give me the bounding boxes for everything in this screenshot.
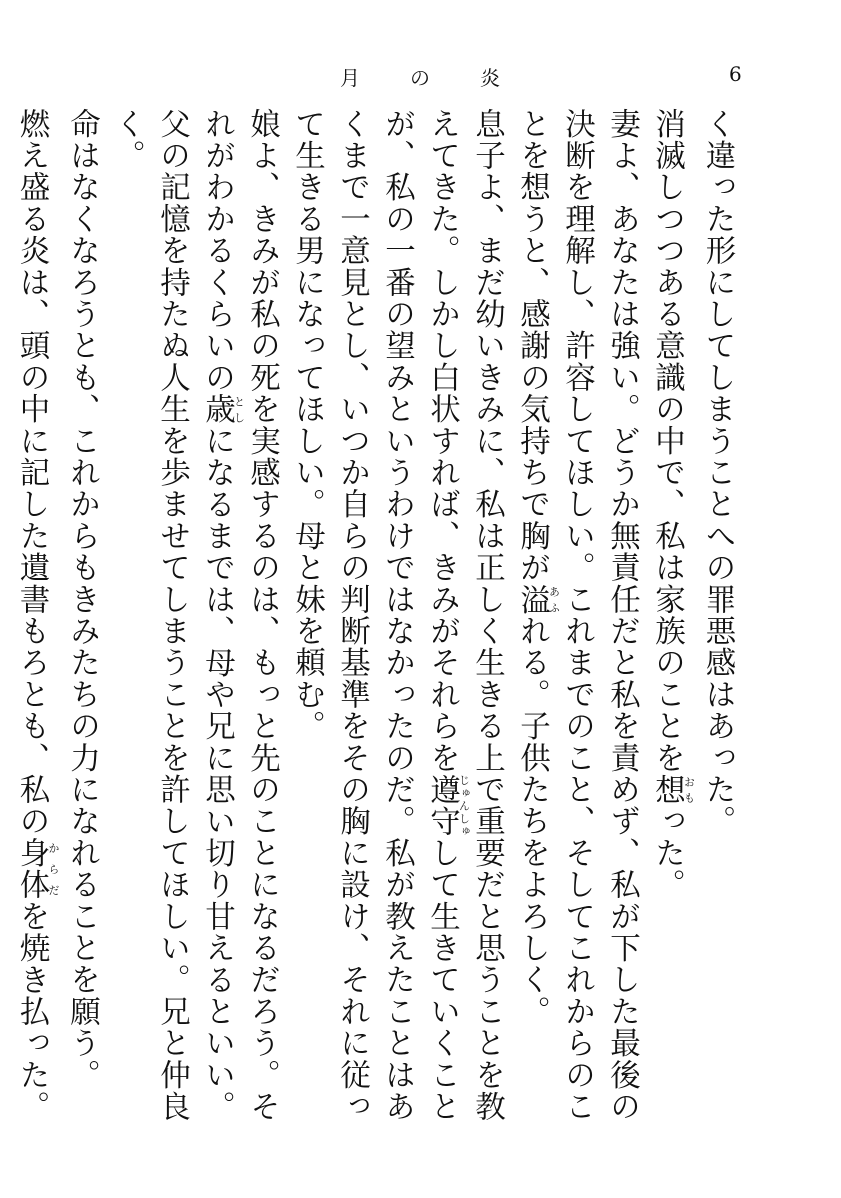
text-run: れる。子供たちをよろしく。 [514,615,550,1028]
text-run: 燃え盛る炎は、頭の中に記した遺書もろとも、私の [14,108,49,838]
text-run: になるまでは、母や兄に思い切り甘えるといい。父の記憶を持たぬ人生を歩ませてしまうことを許してほしい。兄と仲良く。 [109,108,235,1123]
text-run: 娘よ、きみが私の死を実感するのは、もっと先のことになるだろう。それがわかるくらいの [199,108,280,1123]
running-title-char: 炎 [480,66,500,90]
paragraph [60,108,105,1128]
text-run: 消滅しつつある意識の中で、私は家族のことを [649,108,685,774]
running-title [340,62,500,91]
ruby-annotation [14,837,60,901]
text-run: 命はなくなろうとも、これからもきみたちの力になれることを願う。 [64,108,100,1091]
page-header [0,62,841,92]
ruby-annotation [649,773,696,806]
ruby-annotation [199,393,246,426]
ruby-base: 身体 [14,837,49,901]
ruby-reading: じゅんしゅ [457,773,471,838]
paragraph [695,108,740,1128]
ruby-reading: からだ [47,837,60,901]
paragraph [285,108,510,1128]
ruby-reading: おも [682,773,696,806]
ruby-base: 遵守 [424,773,460,838]
ruby-base: 歳 [199,393,235,426]
paragraph [9,108,60,1128]
text-run: 息子よ、まだ幼いきみに、私は正しく生きる上で重要だと思うことを教えてきた。しかし白状すれば、きみがそれらを [424,108,505,1123]
running-title-char: 月 [340,66,360,90]
running-title-char: の [410,66,430,90]
body-text [14,108,740,1128]
paragraph [645,108,696,1128]
ruby-base: 想 [649,773,685,806]
text-run: を焼き払った。 [14,900,49,1123]
text-run: して生きていくことが、私の一番の望みというわけではなかったのだ。私が教えたことはあくまで一意見とし、いつか自らの判断基準をその胸に設け、それに従って生きる男になってほしい。母と妹を頼む。 [289,108,460,1123]
text-run: 妻よ、あなたは強い。どうか無責任だと私を責めず、私が下した最後の決断を理解し、許容してほしい。これまでのこと、そしてこれからのことを想うと、感謝の気持ちで胸が [514,108,640,1123]
ruby-base: 溢 [514,583,550,616]
ruby-annotation [514,583,561,616]
ruby-reading: とし [232,393,246,426]
ruby-annotation [424,773,471,838]
page-number: 6 [729,62,742,86]
ruby-reading: あふ [547,583,561,616]
paragraph [510,108,645,1128]
text-run: った。 [649,805,685,901]
paragraph [105,108,285,1128]
text-run: く違った形にしてしまうことへの罪悪感はあった。 [700,108,735,838]
